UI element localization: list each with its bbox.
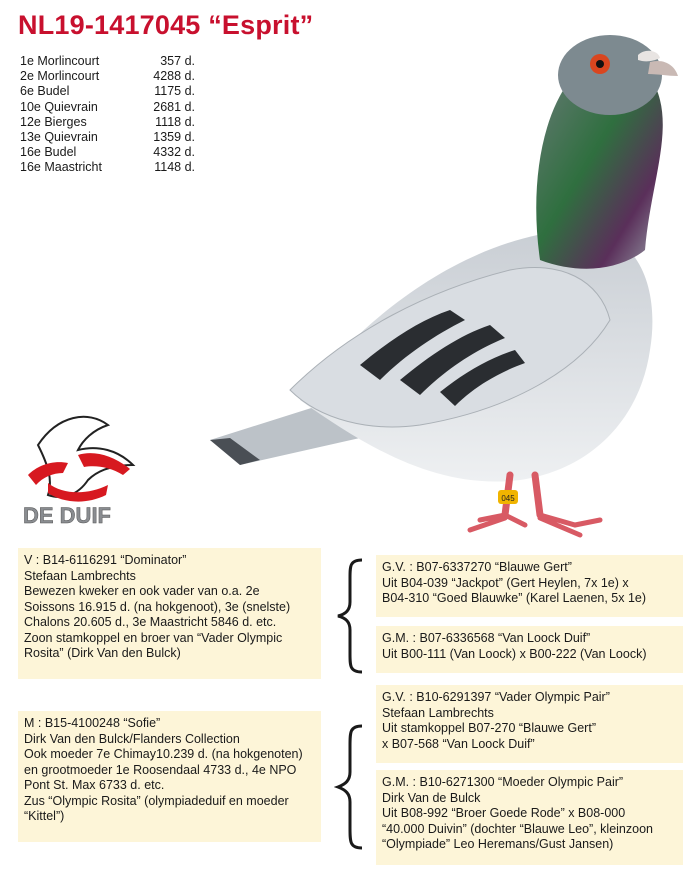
result-place: 10e Quievrain [20, 99, 98, 114]
result-row [20, 54, 195, 69]
pedigree-line: G.V. : B07-6337270 “Blauwe Gert” [382, 560, 572, 574]
pedigree-line: G.M. : B07-6336568 “Van Loock Duif” [382, 631, 591, 645]
result-row [20, 130, 195, 145]
result-row [20, 69, 195, 84]
pedigree-line: Uit stamkoppel B07-270 “Blauwe Gert” [382, 721, 596, 735]
sire-mother-box [376, 626, 683, 673]
pedigree-line: V : B14-6116291 “Dominator” [24, 553, 187, 567]
result-place: 16e Maastricht [20, 160, 102, 175]
leg-band-number: 045 [501, 494, 515, 503]
result-row [20, 160, 195, 175]
pigeon-image [180, 20, 700, 540]
pedigree-line: Uit B04-039 “Jackpot” (Gert Heylen, 7x 1e) x [382, 575, 629, 590]
pedigree-line: Zoon stamkoppel en broer van “Vader Olympic [24, 630, 283, 645]
result-birds: 2681 d. [153, 99, 195, 114]
pedigree-line: Bewezen kweker en ook vader van o.a. 2e [24, 584, 260, 598]
pedigree-line: Stefaan Lambrechts [382, 705, 494, 720]
result-place: 12e Bierges [20, 114, 87, 129]
result-row [20, 115, 195, 130]
pedigree-line: Ook moeder 7e Chimay10.239 d. (na hokgenoten) [24, 747, 303, 761]
result-birds: 4288 d. [153, 69, 195, 84]
pedigree-line: Dirk Van den Bulck/Flanders Collection [24, 731, 240, 746]
sire-father-box [376, 555, 683, 617]
sire-brace [334, 556, 368, 676]
dam-father-box [376, 685, 683, 763]
pedigree-line: B04-310 “Goed Blauwke” (Karel Laenen, 5x 1e) [382, 591, 647, 605]
result-place: 1e Morlincourt [20, 54, 100, 68]
result-place: 16e Budel [20, 145, 77, 160]
logo-text: DE DUIF [23, 503, 111, 528]
dam-box [18, 711, 321, 842]
pedigree-line: “Kittel”) [24, 809, 65, 823]
dam-brace [334, 722, 368, 852]
pedigree-line: M : B15-4100248 “Sofie” [24, 716, 161, 730]
result-place: 2e Morlincourt [20, 69, 100, 84]
result-birds: 1148 d. [154, 160, 195, 175]
pedigree-line: Uit B08-992 “Broer Goede Rode” x B08-000 [382, 806, 626, 820]
pedigree-line: Stefaan Lambrechts [24, 568, 136, 583]
result-birds: 1175 d. [154, 84, 195, 99]
result-birds: 357 d. [160, 54, 195, 68]
pedigree-line: Dirk Van de Bulck [382, 790, 481, 805]
result-row [20, 84, 195, 99]
result-place: 13e Quievrain [20, 130, 98, 145]
result-place: 6e Budel [20, 84, 70, 99]
pedigree-line: Rosita” (Dirk Van den Bulck) [24, 646, 181, 660]
result-birds: 1118 d. [155, 114, 195, 129]
page-title: NL19-1417045 “Esprit” [18, 10, 314, 40]
pedigree-line: “40.000 Duivin” (dochter “Blauwe Leo”, kleinzoon [382, 821, 653, 836]
pedigree-line: en grootmoeder 1e Roosendaal 4733 d., 4e NPO [24, 762, 297, 777]
pedigree-line: x B07-568 “Van Loock Duif” [382, 736, 535, 751]
result-row [20, 145, 195, 160]
result-birds: 1359 d. [153, 130, 195, 145]
result-birds: 4332 d. [153, 145, 195, 160]
pedigree-line: Zus “Olympic Rosita” (olympiadeduif en moeder [24, 793, 289, 808]
dam-mother-box [376, 770, 683, 865]
pedigree-line: “Olympiade” Leo Heremans/Gust Jansen) [382, 837, 614, 851]
pedigree-line: Uit B00-111 (Van Loock) x B00-222 (Van Loock) [382, 646, 647, 661]
pedigree-line: G.V. : B10-6291397 “Vader Olympic Pair” [382, 690, 610, 704]
pedigree-line: G.M. : B10-6271300 “Moeder Olympic Pair” [382, 775, 624, 789]
sire-box [18, 548, 321, 679]
de-duif-logo [18, 405, 148, 530]
pedigree-line: Pont St. Max 6733 d. etc. [24, 778, 165, 792]
pedigree-line: Chalons 20.605 d., 3e Maastricht 5846 d. etc. [24, 615, 277, 629]
pedigree-line: Soissons 16.915 d. (na hokgenoot), 3e (snelste) [24, 599, 291, 614]
result-row [20, 100, 195, 115]
results-list [20, 54, 195, 176]
